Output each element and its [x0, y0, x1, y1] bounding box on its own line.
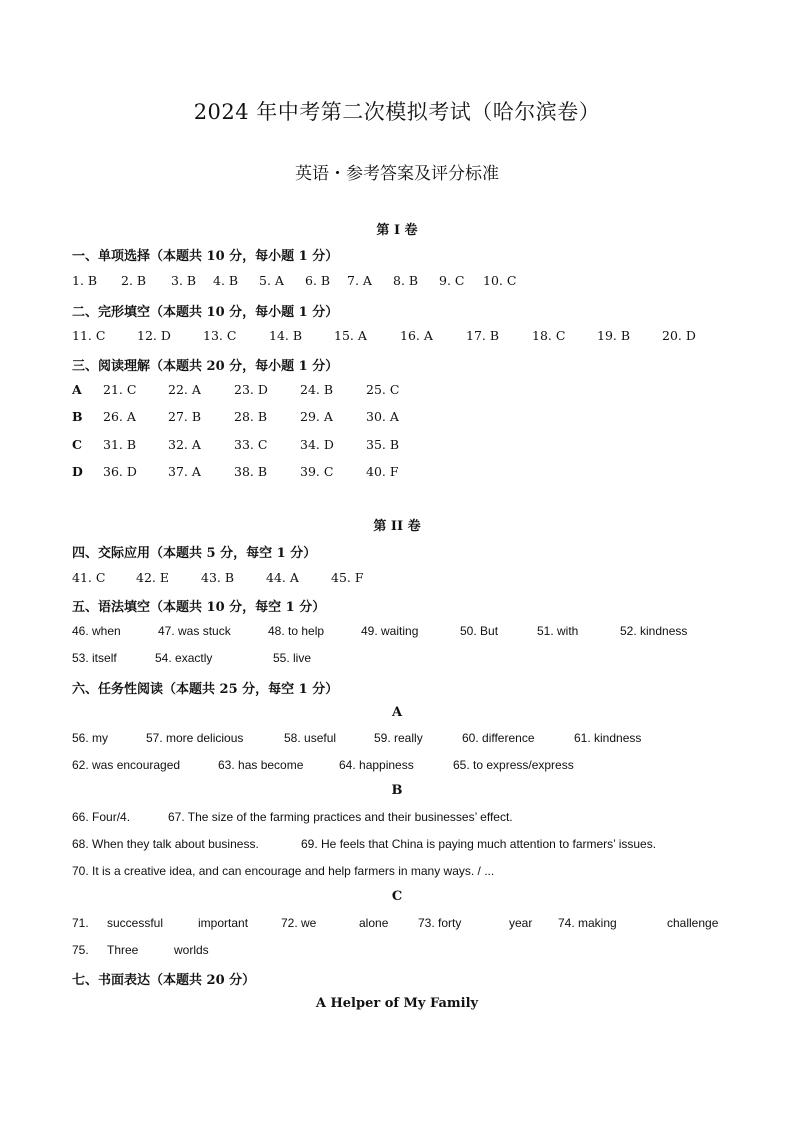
passage-label: D [72, 464, 83, 479]
answer-item: 47. was stuck [158, 624, 231, 638]
answer-item: 16. A [400, 328, 433, 343]
answer-item: 21. C [103, 382, 137, 397]
answer-item: 64. happiness [339, 758, 414, 772]
answer-item: 14. B [269, 328, 303, 343]
passage-label: C [72, 437, 82, 452]
answer-item: 56. my [72, 731, 109, 745]
essay-title: A Helper of My Family [315, 996, 479, 1011]
passage-label-a: A [391, 705, 403, 720]
answer-item: 38. B [234, 464, 268, 479]
answer-item: 30. A [366, 409, 399, 424]
answer-item: 13. C [203, 328, 237, 343]
answer-item: year [509, 916, 533, 930]
answer-item: 22. A [168, 382, 201, 397]
section-title-communication: 四、交际应用（本题共 5 分，每空 1 分） [72, 546, 317, 561]
answer-item: 33. C [234, 437, 268, 452]
section-title-task-reading: 六、任务性阅读（本题共 25 分，每空 1 分） [72, 682, 339, 697]
answer-item: 46. when [72, 624, 121, 638]
answer-item: 1. B [72, 273, 98, 288]
answer-item: 23. D [234, 382, 268, 397]
answer-item: challenge [667, 916, 719, 930]
answer-item: 7. A [347, 273, 372, 288]
answer-item: 59. really [374, 731, 423, 745]
answer-item: 69. He feels that China is paying much attention to farmers’ issues. [301, 837, 657, 851]
answer-item: worlds [174, 943, 209, 957]
part1-heading: 第 I 卷 [376, 223, 418, 238]
answer-item: 53. itself [72, 651, 117, 665]
answer-item: 5. A [259, 273, 284, 288]
answer-item: 29. A [300, 409, 333, 424]
answer-item: 9. C [439, 273, 465, 288]
answer-item: 60. difference [462, 731, 535, 745]
answer-item: Three [107, 943, 139, 957]
answer-item: 57. more delicious [146, 731, 244, 745]
section-title-grammar: 五、语法填空（本题共 10 分，每空 1 分） [72, 600, 326, 615]
section-title-cloze: 二、完形填空（本题共 10 分，每小题 1 分） [72, 305, 339, 320]
answer-item: 42. E [136, 570, 169, 585]
answer-item: 24. B [300, 382, 334, 397]
answer-item: 75. [72, 943, 89, 957]
answer-item: 15. A [334, 328, 367, 343]
answer-item: 28. B [234, 409, 268, 424]
passage-label: A [72, 382, 82, 397]
answer-item: alone [359, 916, 389, 930]
answer-item: 39. C [300, 464, 334, 479]
answer-item: 31. B [103, 437, 137, 452]
answer-item: 36. D [103, 464, 137, 479]
part2-heading: 第 II 卷 [373, 519, 421, 534]
answer-item: 65. to express/express [453, 758, 574, 772]
answer-item: successful [107, 916, 164, 930]
answer-item: 4. B [213, 273, 239, 288]
section-title-reading: 三、阅读理解（本题共 20 分，每小题 1 分） [72, 359, 339, 374]
answer-item: 43. B [201, 570, 235, 585]
answer-item: 58. useful [284, 731, 337, 745]
answer-item: 26. A [103, 409, 136, 424]
answer-item: 11. C [72, 328, 106, 343]
answer-item: 3. B [171, 273, 197, 288]
answer-item: 49. waiting [361, 624, 419, 638]
answer-item: 20. D [662, 328, 696, 343]
answer-item: 61. kindness [574, 731, 642, 745]
passage-label-c: C [391, 889, 403, 904]
answer-item: 32. A [168, 437, 201, 452]
answer-item: 12. D [137, 328, 171, 343]
answer-item: 40. F [366, 464, 399, 479]
answer-item: 2. B [121, 273, 147, 288]
answer-item: 41. C [72, 570, 106, 585]
answer-item: 6. B [305, 273, 331, 288]
answer-item: 27. B [168, 409, 202, 424]
answer-item: 10. C [483, 273, 517, 288]
answer-item: 35. B [366, 437, 400, 452]
answer-item: 8. B [393, 273, 419, 288]
page-title: 2024 年中考第二次模拟考试（哈尔滨卷） [193, 100, 601, 124]
answer-item: 37. A [168, 464, 201, 479]
answer-item: 17. B [466, 328, 500, 343]
answer-item: 50. But [460, 624, 499, 638]
answer-item: 34. D [300, 437, 334, 452]
answer-item: 70. It is a creative idea, and can encourage and help farmers in many ways. / ... [72, 864, 495, 878]
answer-item: 45. F [331, 570, 364, 585]
answer-item: 44. A [266, 570, 299, 585]
answer-item: 25. C [366, 382, 400, 397]
answer-item: 72. we [281, 916, 317, 930]
answer-item: 19. B [597, 328, 631, 343]
answer-item: 52. kindness [620, 624, 688, 638]
answer-item: 63. has become [218, 758, 304, 772]
answer-item: 18. C [532, 328, 566, 343]
answer-item: 51. with [537, 624, 579, 638]
answer-item: 48. to help [268, 624, 325, 638]
answer-item: 74. making [558, 916, 617, 930]
page-subtitle: 英语・参考答案及评分标准 [295, 164, 499, 184]
answer-item: 68. When they talk about business. [72, 837, 259, 851]
answer-item: 62. was encouraged [72, 758, 181, 772]
answer-item: 67. The size of the farming practices and their businesses’ effect. [168, 810, 513, 824]
passage-label-b: B [391, 783, 403, 798]
section-title-single-choice: 一、单项选择（本题共 10 分，每小题 1 分） [72, 249, 339, 264]
passage-label: B [72, 409, 83, 424]
section-title-writing: 七、书面表达（本题共 20 分） [72, 973, 256, 988]
answer-item: 54. exactly [155, 651, 213, 665]
answer-item: 71. [72, 916, 89, 930]
answer-item: 55. live [273, 651, 312, 665]
answer-item: 66. Four/4. [72, 810, 131, 824]
answer-item: 73. forty [418, 916, 462, 930]
answer-item: important [198, 916, 249, 930]
